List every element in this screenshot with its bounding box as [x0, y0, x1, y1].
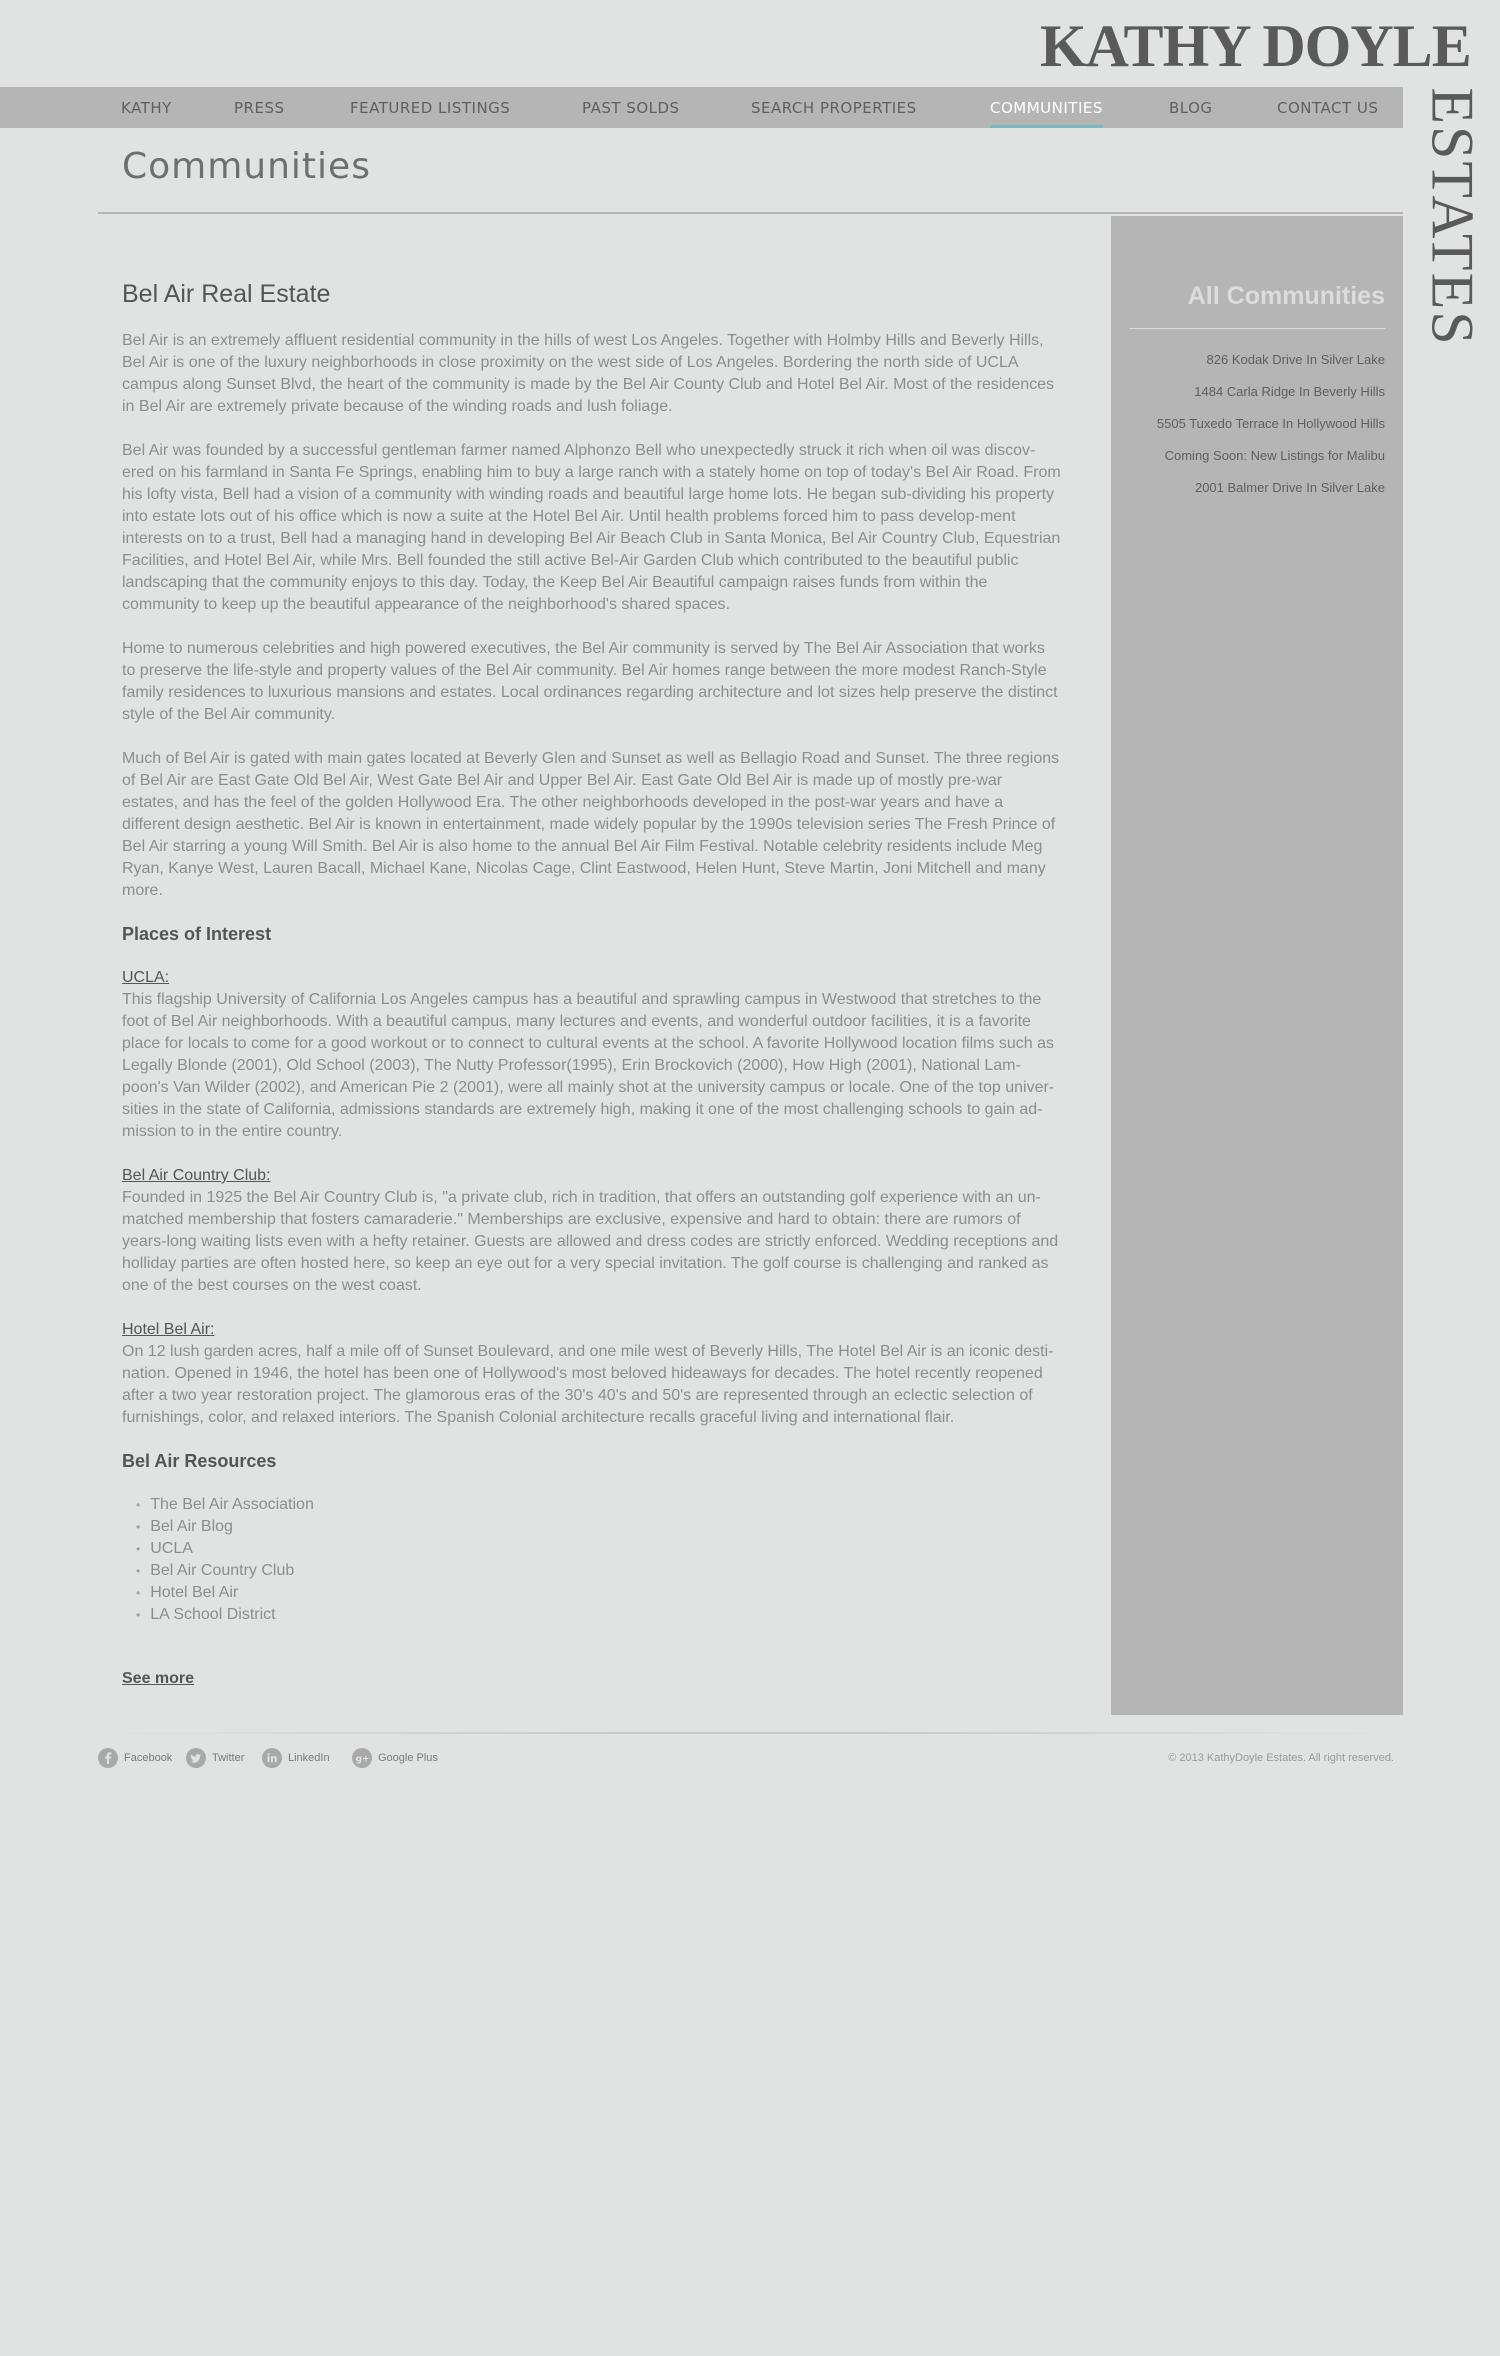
sidebar-divider — [1129, 328, 1385, 329]
sidebar-link[interactable]: 826 Kodak Drive In Silver Lake — [1206, 352, 1385, 367]
nav-item-past-solds[interactable]: PAST SOLDS — [582, 99, 680, 117]
place-hotel-bel-air-link[interactable]: Hotel Bel Air: — [122, 1321, 215, 1338]
article-heading: Bel Air Real Estate — [122, 280, 331, 308]
linkedin-icon — [262, 1748, 282, 1768]
article-paragraph: Bel Air is an extremely affluent residential community in the hills of west Los Angeles. Together with Holmby Hills and Beverly Hills, Bel Air is one of the luxury neighborhoods in close proximity on the west side of Los Angeles. Bordering the north side of UCLA campus along Sunset Blvd, the heart of the community is made by the Bel Air County Club and Hotel Bel Air. Most of the residences in Bel Air are extremely private because of the winding roads and lush foliage. — [122, 332, 1055, 415]
resource-item[interactable]: • Bel Air Country Club — [136, 1560, 1062, 1582]
sidebar-link[interactable]: 2001 Balmer Drive In Silver Lake — [1194, 480, 1385, 495]
sidebar-heading: All Communities — [1187, 282, 1385, 310]
place-ucla — [122, 967, 1062, 1143]
sidebar-link[interactable]: 5505 Tuxedo Terrace In Hollywood Hills — [1156, 416, 1385, 431]
article-paragraph: Bel Air was founded by a successful gentleman farmer named Alphonzo Bell who unexpectedly struck it rich when oil was discov-ered on his farmland in Santa Fe Springs, enabling him to buy a large ranch with a stately home on top of today's Bel Air Road. From his lofty vista, Bell had a vision of a community with winding roads and beautiful large home lots. He began sub-dividing his property into estate lots out of his office which is now a suite at the Hotel Bel Air. Until health problems forced him to pass develop-ment interests on to a trust, Bell had a managing hand in developing Bel Air Beach Club in Santa Monica, Bel Air Country Club, Equestrian Facilities, and Hotel Bel Air, while Mrs. Bell founded the still active Bel-Air Garden Club which contributed to the beautiful public landscaping that the community enjoys to this day. Today, the Keep Bel Air Beautiful campaign raises funds from within the community to keep up the beautiful appearance of the neighborhood's shared spaces. — [122, 442, 1061, 613]
sidebar-link[interactable]: Coming Soon: New Listings for Malibu — [1164, 448, 1385, 463]
logo-wordmark[interactable]: KATHY DOYLE — [1040, 13, 1471, 79]
nav-item-blog[interactable]: BLOG — [1169, 99, 1213, 117]
sidebar-all-communities — [1111, 216, 1403, 1715]
copyright-text: © 2013 KathyDoyle Estates. All right reserved. — [1168, 1752, 1394, 1764]
footer-divider — [90, 1732, 1403, 1734]
resource-item[interactable]: • UCLA — [136, 1538, 1062, 1560]
nav-item-contact-us[interactable]: CONTACT US — [1277, 99, 1379, 117]
article-paragraph: Home to numerous celebrities and high powered executives, the Bel Air community is served by The Bel Air Association that works to preserve the life-style and property values of the Bel Air community. Bel Air homes range between the more modest Ranch-Style family residences to luxurious mansions and estates. Local ordinances regarding architecture and lot sizes help preserve the distinct style of the Bel Air community. — [122, 640, 1058, 723]
place-hotel-bel-air — [122, 1319, 1062, 1429]
article-paragraph: Much of Bel Air is gated with main gates located at Beverly Glen and Sunset as well as Bellagio Road and Sunset. The three regions of Bel Air are East Gate Old Bel Air, West Gate Bel Air and Upper Bel Air. East Gate Old Bel Air is made up of mostly pre-war estates, and has the feel of the golden Hollywood Era. The other neighborhoods developed in the post-war years and have a different design aesthetic. Bel Air is known in entertainment, made widely popular by the 1990s television series The Fresh Prince of Bel Air starring a young Will Smith. Bel Air is also home to the annual Bel Air Film Festival. Notable celebrity residents include Meg Ryan, Kanye West, Lauren Bacall, Michael Kane, Nicolas Cage, Clint Eastwood, Helen Hunt, Steve Martin, Joni Mitchell and many more. — [122, 750, 1060, 899]
resource-item[interactable]: • LA School District — [136, 1604, 1062, 1626]
social-facebook-link[interactable] — [98, 1748, 172, 1768]
facebook-icon — [98, 1748, 118, 1768]
social-google-plus-link[interactable] — [352, 1748, 438, 1768]
social-twitter-link[interactable] — [186, 1748, 244, 1768]
sidebar-link[interactable]: 1484 Carla Ridge In Beverly Hills — [1194, 384, 1385, 399]
resource-item[interactable]: • The Bel Air Association — [136, 1494, 1062, 1516]
nav-item-search-properties[interactable]: SEARCH PROPERTIES — [751, 99, 917, 117]
place-country-club-description: Founded in 1925 the Bel Air Country Club is, "a private club, rich in tradition, that offers an outstanding golf experience with an un-matched membership that fosters camaraderie." Memberships are exclusive, expensive and hard to obtain: there are rumors of years-long waiting lists even with a hefty retainer. Guests are allowed and dress codes are strictly enforced. Wedding receptions and holliday parties are often hosted here, so keep an eye out for a very special invitation. The golf course is challenging and ranked as one of the best courses on the west coast. — [122, 1189, 1059, 1294]
google-plus-icon — [352, 1748, 372, 1768]
places-heading: Places of Interest — [122, 924, 272, 944]
nav-item-press[interactable]: PRESS — [234, 99, 285, 117]
place-country-club — [122, 1165, 1062, 1297]
nav-item-kathy[interactable]: KATHY — [121, 99, 172, 117]
social-facebook-label: Facebook — [124, 1752, 173, 1764]
social-google-plus-label: Google Plus — [378, 1752, 438, 1764]
social-linkedin-link[interactable] — [262, 1748, 330, 1768]
svg-text:g+: g+ — [355, 1754, 370, 1765]
resources-list — [122, 1494, 1062, 1626]
social-twitter-label: Twitter — [212, 1752, 245, 1764]
resource-item[interactable]: • Bel Air Blog — [136, 1516, 1062, 1538]
nav-item-featured-listings[interactable]: FEATURED LISTINGS — [350, 99, 511, 117]
main-nav — [0, 87, 1403, 128]
article — [122, 280, 1062, 1688]
nav-item-communities[interactable]: COMMUNITIES — [990, 87, 1103, 128]
place-hotel-bel-air-description: On 12 lush garden acres, half a mile off of Sunset Boulevard, and one mile west of Beverly Hills, The Hotel Bel Air is an iconic desti-nation. Opened in 1946, the hotel has been one of Hollywood's most beloved hideaways for decades. The hotel recently reopened after a two year restoration project. The glamorous eras of the 30's 40's and 50's are represented through an eclectic selection of furnishings, color, and relaxed interiors. The Spanish Colonial architecture recalls graceful living and international flair. — [122, 1343, 1054, 1426]
resources-heading: Bel Air Resources — [122, 1451, 277, 1471]
twitter-icon — [186, 1748, 206, 1768]
resource-item[interactable]: • Hotel Bel Air — [136, 1582, 1062, 1604]
social-linkedin-label: LinkedIn — [288, 1752, 330, 1764]
see-more-link[interactable]: See more — [122, 1670, 195, 1687]
sidebar-list — [1157, 352, 1385, 512]
logo-vertical — [1413, 82, 1493, 352]
place-ucla-link[interactable]: UCLA: — [122, 969, 170, 986]
place-country-club-link[interactable]: Bel Air Country Club: — [122, 1167, 271, 1184]
page-title: Communities — [122, 146, 371, 187]
title-divider — [98, 212, 1403, 214]
place-ucla-description: This flagship University of California Los Angeles campus has a beautiful and sprawling campus in Westwood that stretches to the foot of Bel Air neighborhoods. With a beautiful campus, many lectures and events, and wonderful outdoor facilities, it is a favorite place for locals to come for a good workout or to connect to cultural events at the school. A favorite Hollywood location films such as Legally Blonde (2001), Old School (2003), The Nutty Professor(1995), Erin Brockovich (2000), How High (2001), National Lam-poon's Van Wilder (2002), and American Pie 2 (2001), were all mainly shot at the university campus or locale. One of the top univer-sities in the state of California, admissions standards are extremely high, making it one of the most challenging schools to gain ad-mission to in the entire country. — [122, 991, 1055, 1140]
logo-estates: ESTATES — [1420, 87, 1486, 347]
